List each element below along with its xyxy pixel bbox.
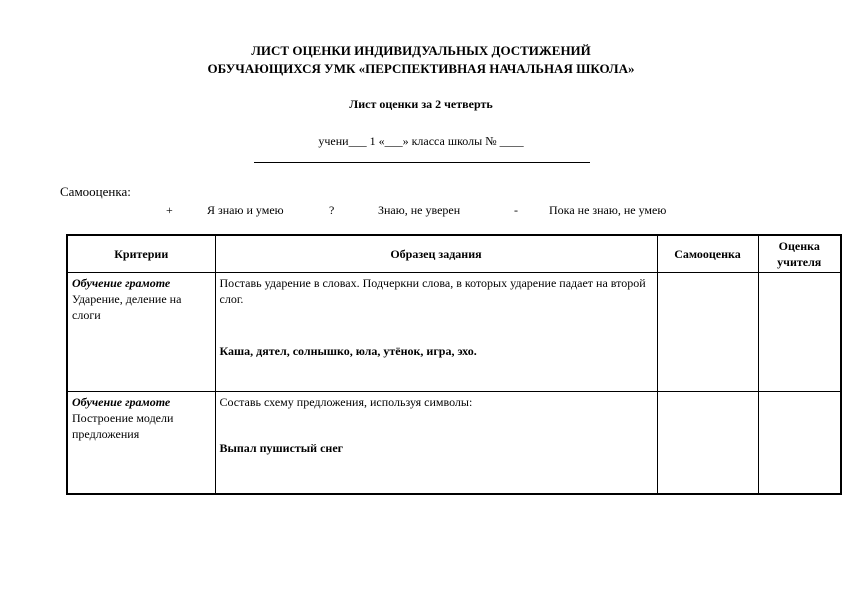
table-row — [67, 273, 841, 392]
header-teacher-grade: Оценка учителя — [758, 235, 841, 273]
task-instruction: Поставь ударение в словах. Подчеркни слова, в которых ударение падает на второй слог. — [219, 276, 646, 306]
task-example: Выпал пушистый снег — [219, 441, 344, 455]
task-example: Каша, дятел, солнышко, юла, утёнок, игра, эхо. — [219, 344, 477, 358]
teacher-score-cell[interactable] — [758, 273, 841, 392]
teacher-score-cell[interactable] — [758, 392, 841, 495]
legend-symbol-question: ? — [329, 203, 335, 217]
task-cell — [215, 273, 657, 392]
legend-symbol-plus: + — [166, 203, 173, 217]
legend-text-minus: Пока не знаю, не умею — [549, 203, 667, 217]
table-header-row — [67, 235, 841, 273]
legend-text-question: Знаю, не уверен — [378, 203, 461, 217]
subject-label: Обучение грамоте — [72, 395, 171, 409]
self-score-cell[interactable] — [657, 392, 758, 495]
assessment-table — [66, 234, 842, 495]
header-task-sample: Образец задания — [215, 235, 657, 273]
legend-symbol-minus: - — [514, 203, 518, 217]
criterion-text: Ударение, деление на слоги — [72, 292, 182, 322]
subject-label: Обучение грамоте — [72, 276, 171, 290]
criteria-cell — [67, 392, 215, 495]
quarter-subtitle: Лист оценки за 2 четверть — [349, 97, 493, 111]
criteria-cell — [67, 273, 215, 392]
self-score-cell[interactable] — [657, 273, 758, 392]
sheet-title-line2: ОБУЧАЮЩИХСЯ УМК «ПЕРСПЕКТИВНАЯ НАЧАЛЬНАЯ ШКОЛА» — [207, 61, 635, 76]
task-cell — [215, 392, 657, 495]
task-instruction: Составь схему предложения, используя символы: — [219, 395, 473, 409]
criterion-text: Построение модели предложения — [72, 411, 174, 441]
student-info-line: учени___ 1 «___» класса школы № ____ — [318, 134, 524, 148]
header-criteria: Критерии — [67, 235, 215, 273]
table-row — [67, 392, 841, 495]
legend-text-plus: Я знаю и умею — [207, 203, 284, 217]
header-self-assessment: Самооценка — [657, 235, 758, 273]
self-assessment-label: Самооценка: — [60, 184, 131, 199]
name-underline — [254, 162, 590, 163]
sheet-title-line1: ЛИСТ ОЦЕНКИ ИНДИВИДУАЛЬНЫХ ДОСТИЖЕНИЙ — [251, 43, 591, 58]
